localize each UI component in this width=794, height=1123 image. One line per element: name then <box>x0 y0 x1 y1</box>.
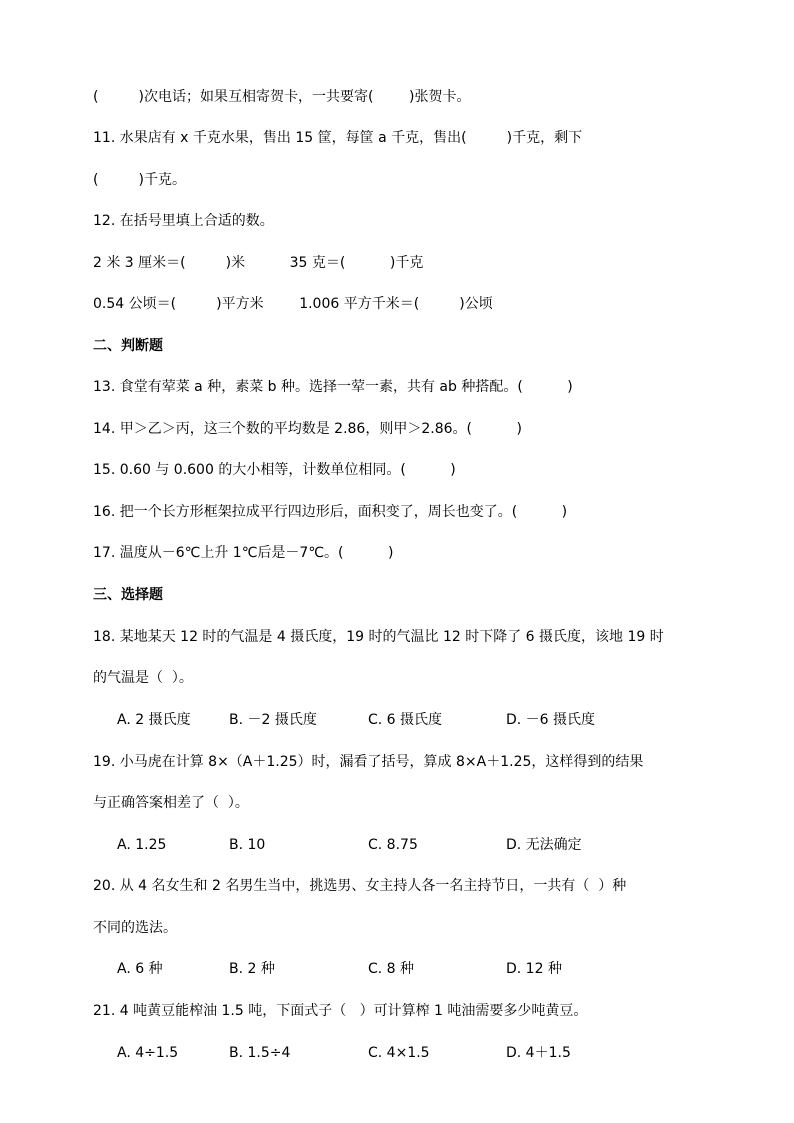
option-d: D. －6 摄氏度 <box>506 712 596 728</box>
question-18-line-2: 的气温是（ ）。 <box>93 670 193 686</box>
option-c: C. 6 摄氏度 <box>368 712 443 728</box>
option-a: A. 2 摄氏度 <box>117 712 191 728</box>
question-17: 17. 温度从－6℃上升 1℃后是－7℃。( ) <box>93 545 394 561</box>
question-19-options <box>117 835 757 855</box>
q10-continuation-line: ( )次电话；如果互相寄贺卡，一共要寄( )张贺卡。 <box>93 89 471 105</box>
question-14: 14. 甲＞乙＞丙，这三个数的平均数是 2.86，则甲＞2.86。( ) <box>93 421 522 437</box>
question-13: 13. 食堂有荤菜 a 种，素菜 b 种。选择一荤一素，共有 ab 种搭配。( ) <box>93 379 573 395</box>
question-21-line-1: 21. 4 吨黄豆能榨油 1.5 吨，下面式子（ ）可计算榨 1 吨油需要多少吨黄豆。 <box>93 1003 588 1019</box>
question-20-options <box>117 959 757 979</box>
option-b: B. 10 <box>229 837 266 853</box>
question-12-row-2: 0.54 公顷＝( )平方米 1.006 平方千米＝( )公顷 <box>93 296 493 312</box>
option-b: B. 2 种 <box>229 961 275 977</box>
question-12-row-1: 2 米 3 厘米＝( )米 35 克＝( )千克 <box>93 255 424 271</box>
section-3-heading: 三、选择题 <box>93 587 163 603</box>
option-b: B. －2 摄氏度 <box>229 712 317 728</box>
option-a: A. 6 种 <box>117 961 163 977</box>
question-11-line-1: 11. 水果店有 x 千克水果，售出 15 筐，每筐 a 千克，售出( )千克，剩下 <box>93 130 583 146</box>
question-19-line-1: 19. 小马虎在计算 8×（A＋1.25）时，漏看了括号，算成 8×A＋1.25，这样得到的结果 <box>93 754 644 770</box>
question-15: 15. 0.60 与 0.600 的大小相等，计数单位相同。( ) <box>93 462 456 478</box>
question-12-title: 12. 在括号里填上合适的数。 <box>93 213 274 229</box>
option-a: A. 1.25 <box>117 837 167 853</box>
question-20-line-1: 20. 从 4 名女生和 2 名男生当中，挑选男、女主持人各一名主持节日，一共有（ ）种 <box>93 878 627 894</box>
option-c: C. 4×1.5 <box>368 1045 430 1061</box>
option-c: C. 8.75 <box>368 837 418 853</box>
option-d: D. 12 种 <box>506 961 562 977</box>
option-b: B. 1.5÷4 <box>229 1045 291 1061</box>
question-16: 16. 把一个长方形框架拉成平行四边形后，面积变了，周长也变了。( ) <box>93 504 568 520</box>
option-d: D. 4＋1.5 <box>506 1045 571 1061</box>
option-c: C. 8 种 <box>368 961 415 977</box>
section-2-heading: 二、判断题 <box>93 338 163 354</box>
question-19-line-2: 与正确答案相差了（ ）。 <box>93 795 249 811</box>
question-21-options <box>117 1043 757 1063</box>
question-20-line-2: 不同的选法。 <box>93 920 177 936</box>
option-d: D. 无法确定 <box>506 837 582 853</box>
question-18-line-1: 18. 某地某天 12 时的气温是 4 摄氏度，19 时的气温比 12 时下降了 6 摄氏度，该地 19 时 <box>93 629 664 645</box>
question-18-options <box>117 710 757 730</box>
option-a: A. 4÷1.5 <box>117 1045 179 1061</box>
question-11-line-2: ( )千克。 <box>93 172 186 188</box>
